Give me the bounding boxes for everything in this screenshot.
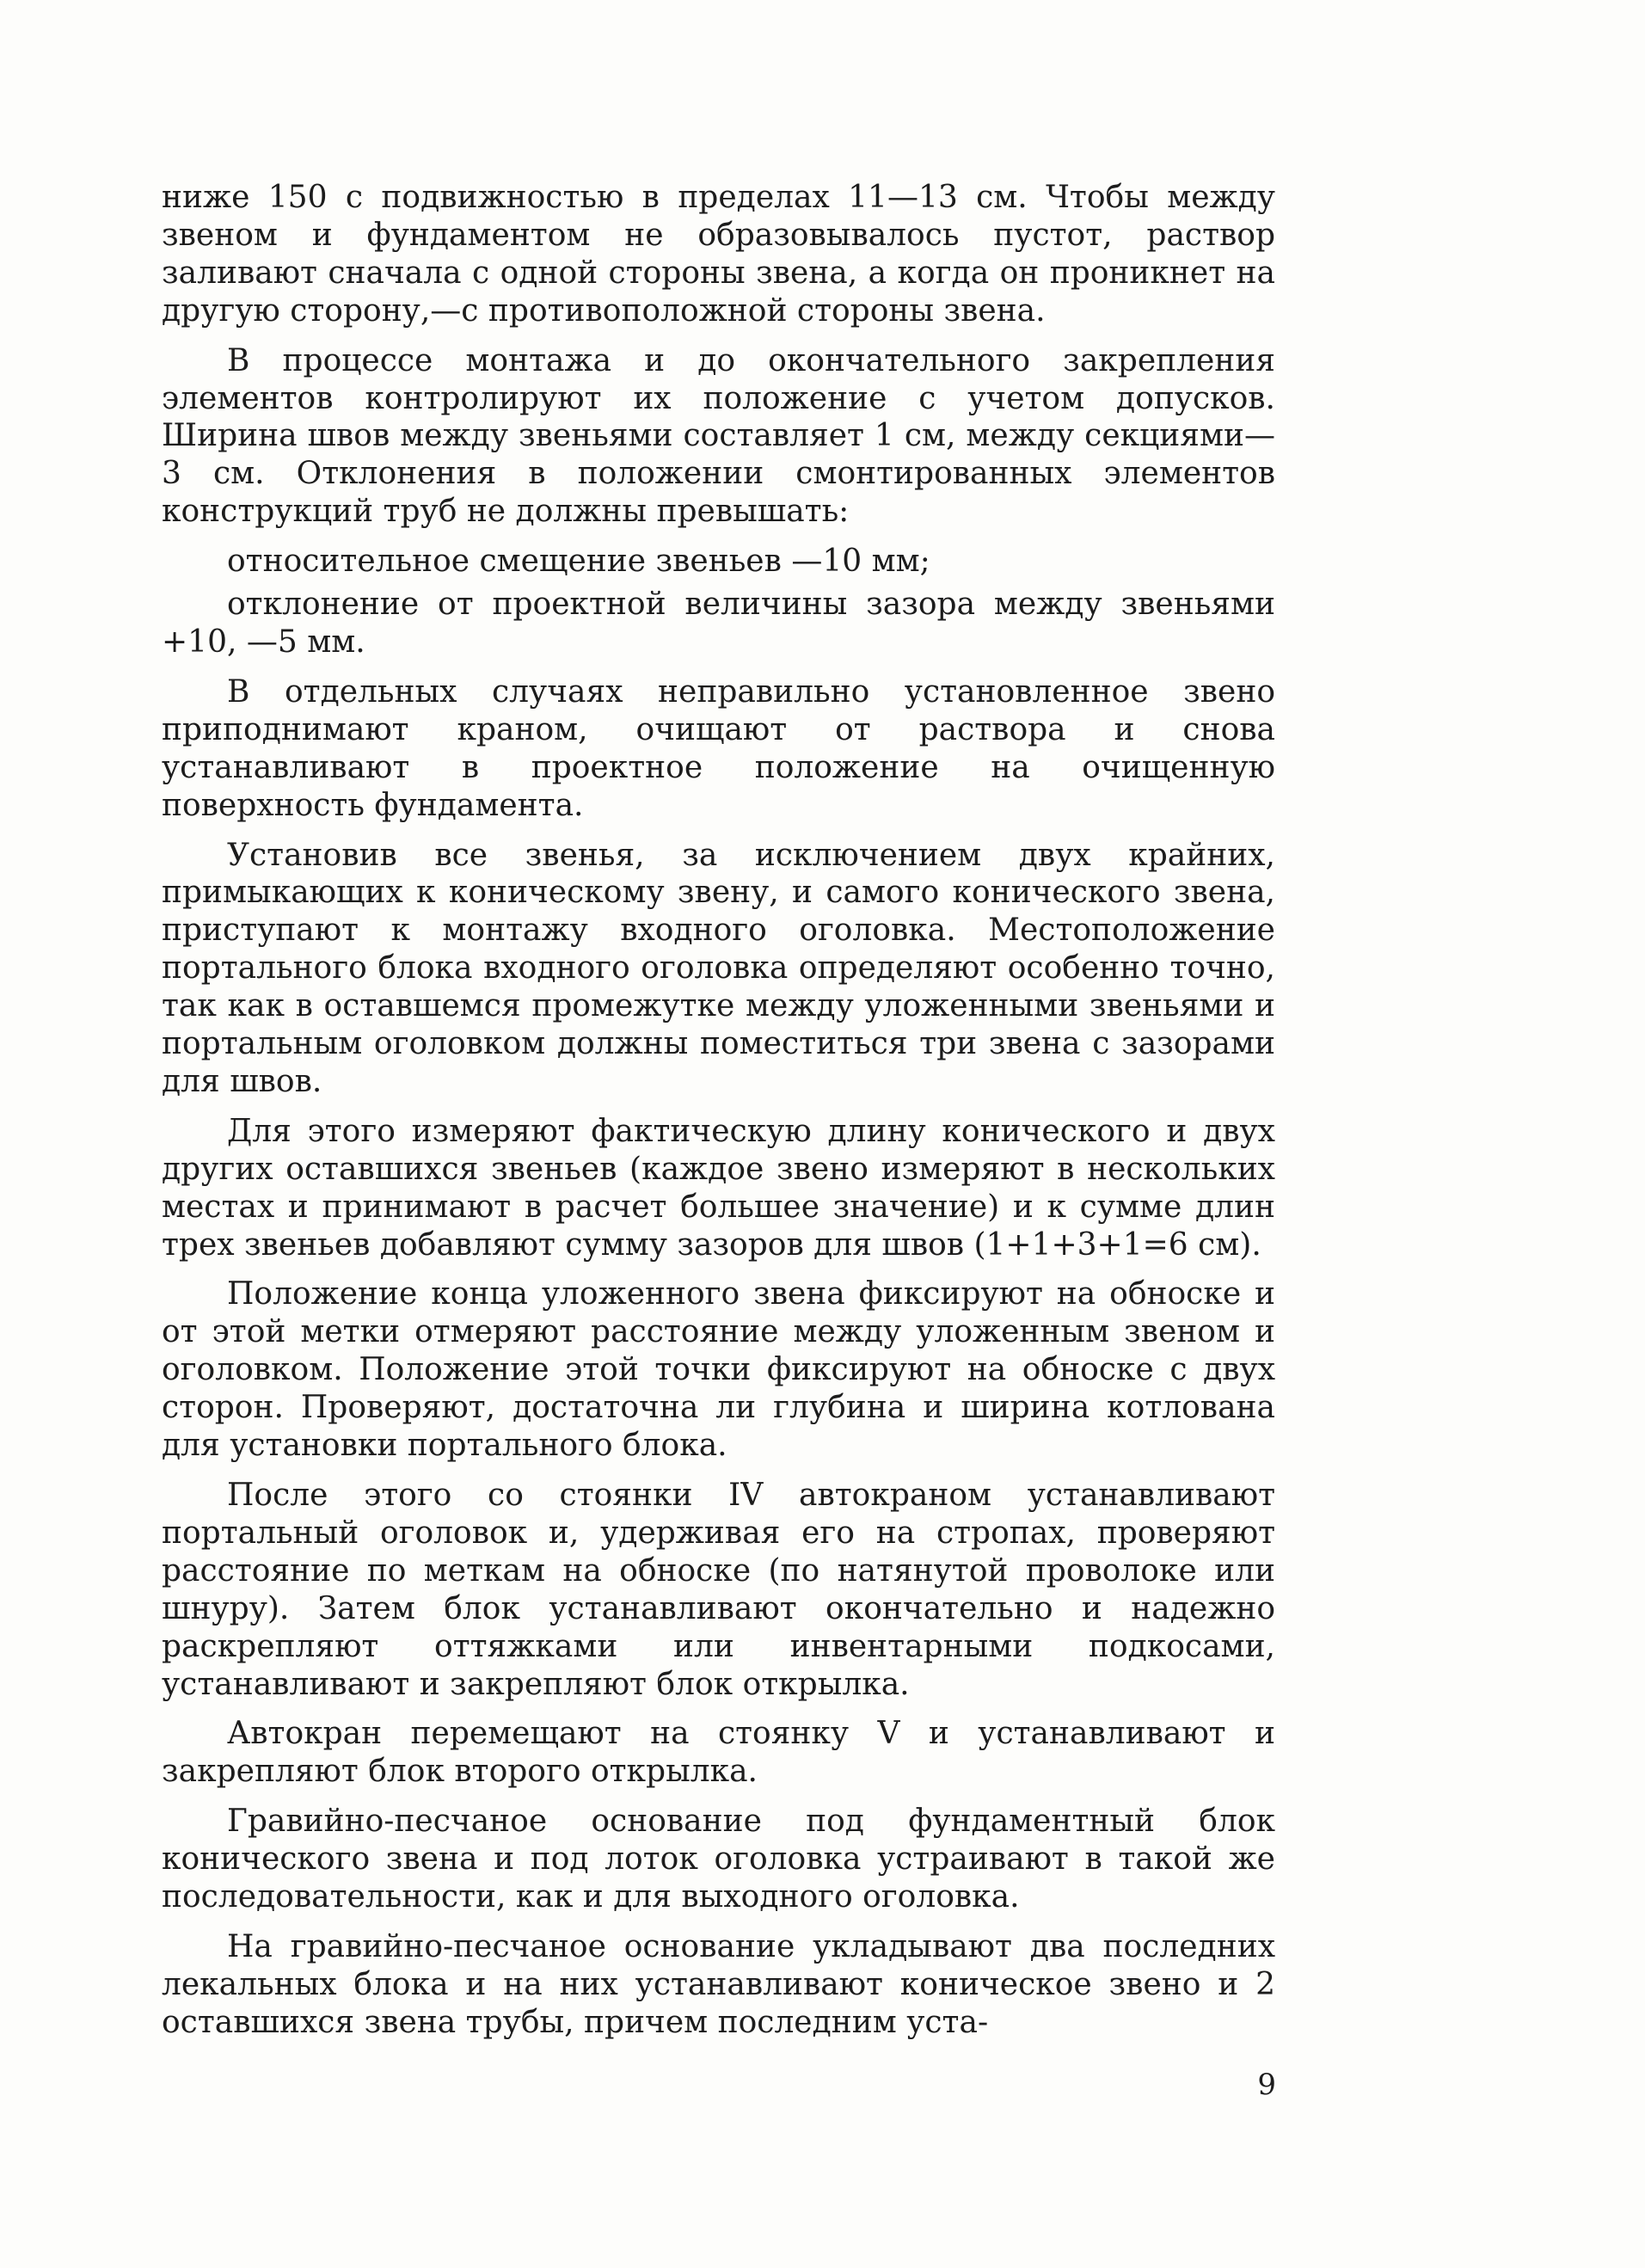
paragraph: Положение конца уложенного звена фиксируют на обноске и от этой метки отмеряют расстояние между уложенным звеном и оголовком. Положение этой точки фиксируют на обноске с двух сторон. Проверяют, достаточна ли глубина и ширина котлована для установки портального блока. xyxy=(162,1276,1275,1464)
body-text xyxy=(162,179,1275,2054)
paragraph: После этого со стоянки IV автокраном устанавливают портальный оголовок и, удерживая его на стропах, проверяют расстояние по меткам на обноске (по натянутой проволоке или шнуру). Затем блок устанавливают окончательно и надежно раскрепляют оттяжками или инвентарными подкосами, устанавливают и закрепляют блок открылка. xyxy=(162,1478,1275,1702)
paragraph: относительное смещение звеньев —10 мм; xyxy=(227,544,930,580)
paragraph: В отдельных случаях неправильно установленное звено приподнимают краном, очищают от раствора и снова устанавливают в проектное положение на очищенную поверхность фундамента. xyxy=(162,673,1275,823)
page-number: 9 xyxy=(1257,2068,1276,2102)
paragraph: Установив все звенья, за исключением двух крайних, примыкающих к коническому звену, и самого конического звена, приступают к монтажу входного оголовка. Местоположение портального блока входного оголовка определяют особенно точно, так как в оставшемся промежутке между уложенными звеньями и портальным оголовком должны поместиться три звена с зазорами для швов. xyxy=(162,837,1275,1099)
paragraph: Для этого измеряют фактическую длину конического и двух других оставшихся звеньев (каждое звено измеряют в нескольких местах и принимают в расчет большее значение) и к сумме длин трех звеньев добавляют сумму зазоров для швов (1+1+3+1=6 см). xyxy=(162,1113,1275,1263)
paragraph: ниже 150 с подвижностью в пределах 11—13 см. Чтобы между звеном и фундаментом не образовывалось пустот, раствор заливают сначала с одной стороны звена, а когда он проникнет на другую сторону,—с противоположной стороны звена. xyxy=(162,180,1275,329)
paragraph: Гравийно-песчаное основание под фундаментный блок конического звена и под лоток оголовка устраивают в такой же последовательности, как и для выходного оголовка. xyxy=(162,1804,1275,1915)
paragraph: В процессе монтажа и до окончательного закрепления элементов контролируют их положение с учетом допусков. Ширина швов между звеньями составляет 1 см, между секциями— 3 см. Отклонения в положении смонтированных элементов конструкций труб не должны превышать: xyxy=(162,342,1275,530)
paragraph: Автокран перемещают на стоянку V и устанавливают и закрепляют блок второго открылка. xyxy=(162,1716,1275,1790)
paragraph: отклонение от проектной величины зазора между звеньями +10, —5 мм. xyxy=(162,587,1275,660)
paragraph: На гравийно-песчаное основание укладывают два последних лекальных блока и на них устанавливают коническое звено и 2 оставшихся звена трубы, причем последним уста- xyxy=(162,1928,1275,2040)
